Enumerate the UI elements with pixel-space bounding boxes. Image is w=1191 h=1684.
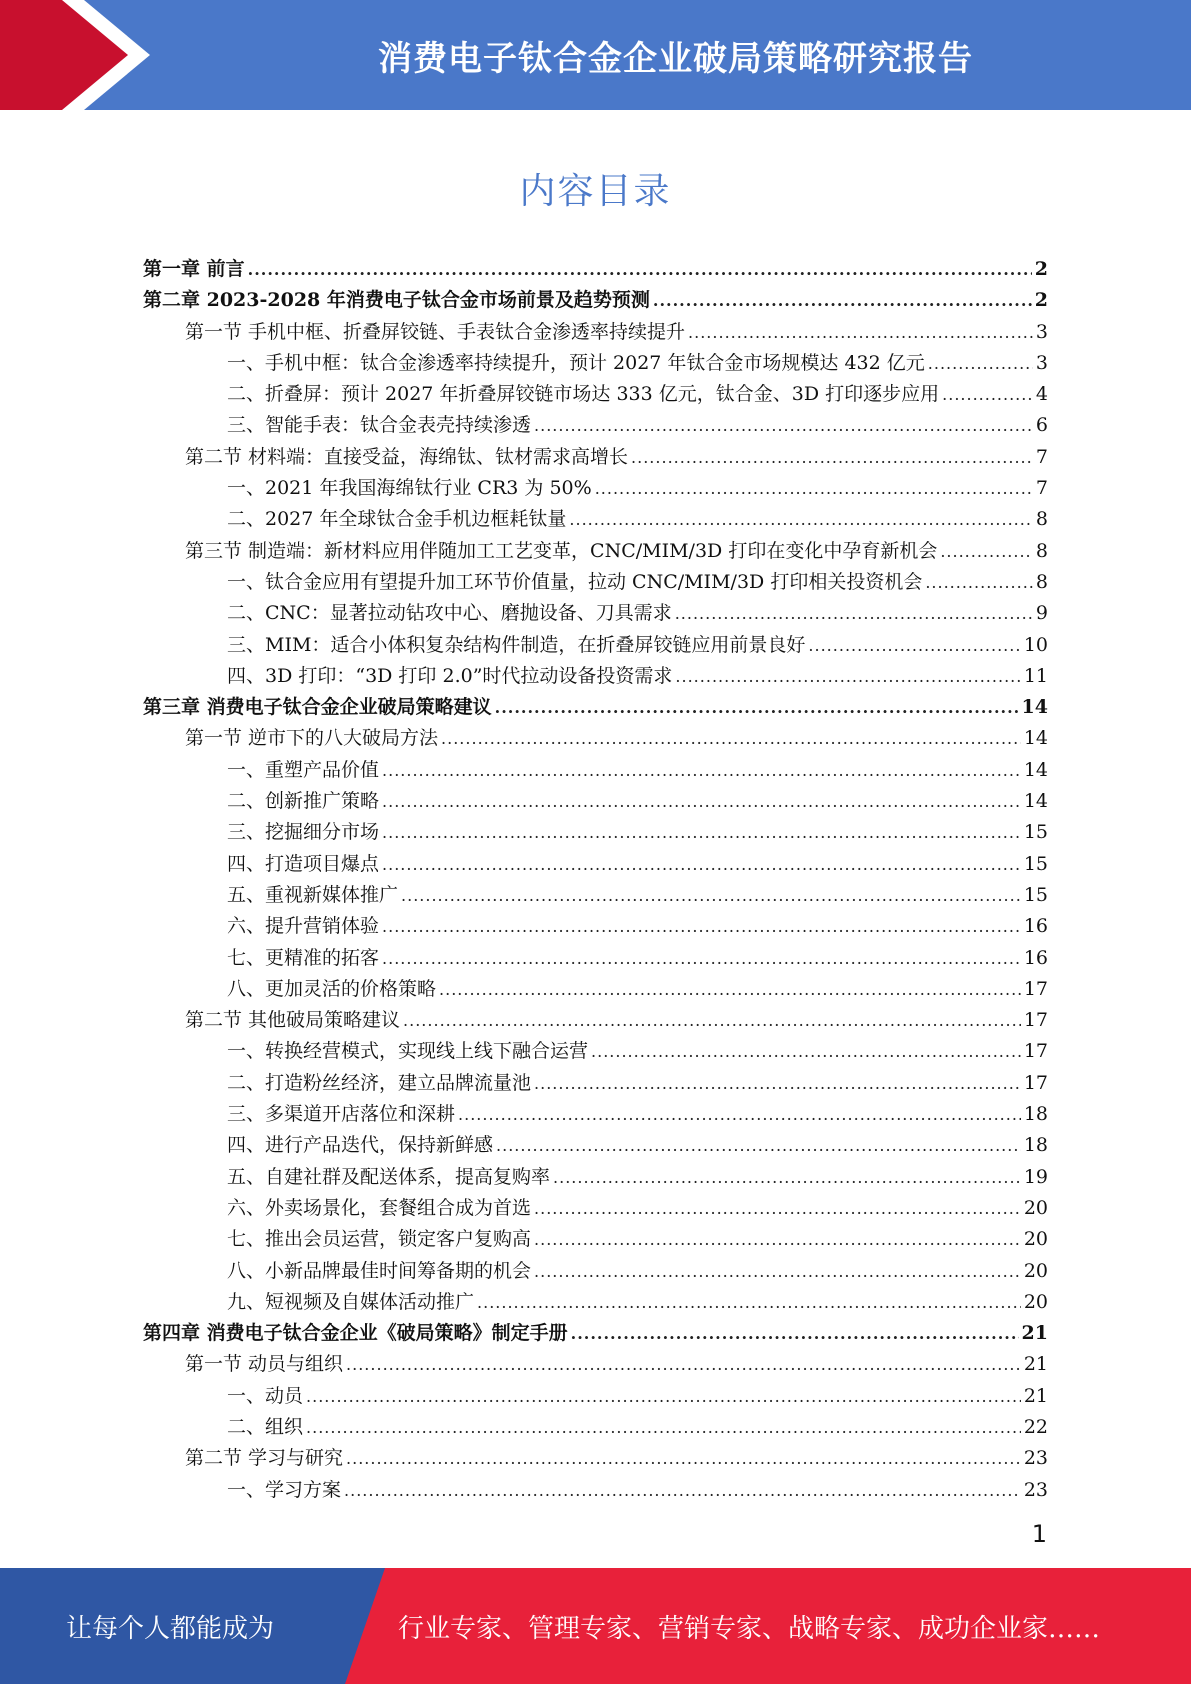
toc-entry-label: 五、自建社群及配送体系，提高复购率: [227, 1165, 551, 1188]
toc-entry-label: 第一节 手机中框、折叠屏铰链、手表钛合金渗透率持续提升: [185, 320, 686, 343]
toc-entry-page: 17: [1023, 1009, 1048, 1032]
table-of-contents: [143, 254, 1048, 1506]
footer-banner: [0, 1568, 1191, 1684]
toc-dot-leader: [382, 911, 1021, 942]
page-number: 1: [1031, 1520, 1047, 1548]
toc-entry-label: 三、MIM：适合小体积复杂结构件制造，在折叠屏铰链应用前景良好: [227, 633, 806, 656]
toc-entry-page: 2: [1034, 289, 1048, 312]
toc-entry-page: 23: [1023, 1478, 1048, 1501]
toc-entry[interactable]: [143, 1005, 1048, 1036]
toc-entry-label: 二、创新推广策略: [227, 790, 380, 813]
toc-entry-page: 17: [1023, 977, 1048, 1000]
toc-entry-page: 17: [1023, 1040, 1048, 1063]
toc-dot-leader: [534, 1193, 1021, 1224]
toc-entry[interactable]: [143, 285, 1048, 316]
toc-entry-label: 三、多渠道开店落位和深耕: [227, 1103, 456, 1126]
toc-title: 内容目录: [519, 171, 672, 212]
toc-entry-page: 3: [1035, 351, 1048, 374]
toc-entry-label: 七、推出会员运营，锁定客户复购高: [227, 1228, 532, 1251]
toc-entry-label: 三、挖掘细分市场: [227, 821, 380, 844]
toc-entry-label: 第四章 消费电子钛合金企业《破局策略》制定手册: [143, 1322, 568, 1345]
toc-entry-label: 一、钛合金应用有望提升加工环节价值量，拉动 CNC/MIM/3D 打印相关投资机会: [227, 570, 923, 593]
toc-entry-page: 3: [1035, 320, 1048, 343]
toc-entry-label: 一、转换经营模式，实现线上线下融合运营: [227, 1040, 589, 1063]
toc-dot-leader: [925, 567, 1033, 598]
toc-dot-leader: [534, 410, 1033, 441]
toc-entry[interactable]: [143, 849, 1048, 880]
toc-dot-leader: [495, 692, 1019, 723]
toc-entry-label: 二、打造粉丝经济，建立品牌流量池: [227, 1071, 532, 1094]
toc-dot-leader: [382, 786, 1021, 817]
toc-dot-leader: [808, 630, 1020, 661]
footer-slogan-left: 让每个人都能成为: [65, 1613, 274, 1644]
toc-entry[interactable]: [143, 1287, 1048, 1318]
toc-entry-label: 七、更精准的拓客: [227, 946, 380, 969]
toc-entry[interactable]: [143, 1224, 1048, 1255]
report-title: 消费电子钛合金企业破局策略研究报告: [378, 38, 973, 79]
toc-entry[interactable]: [143, 598, 1048, 629]
toc-dot-leader: [940, 536, 1033, 567]
toc-entry-page: 16: [1023, 946, 1048, 969]
toc-entry[interactable]: [143, 254, 1048, 285]
toc-entry-page: 4: [1035, 383, 1048, 406]
toc-entry[interactable]: [143, 379, 1048, 410]
toc-entry[interactable]: [143, 442, 1048, 473]
toc-entry[interactable]: [143, 1130, 1048, 1161]
footer-slogan-right: 行业专家、管理专家、营销专家、战略专家、成功企业家……: [398, 1613, 1101, 1644]
toc-entry-page: 15: [1023, 821, 1048, 844]
toc-entry[interactable]: [143, 410, 1048, 441]
toc-entry[interactable]: [143, 692, 1048, 723]
toc-entry[interactable]: [143, 473, 1048, 504]
toc-entry-label: 四、打造项目爆点: [227, 852, 380, 875]
toc-entry-page: 16: [1023, 915, 1048, 938]
toc-entry-page: 20: [1023, 1228, 1048, 1251]
toc-dot-leader: [401, 880, 1021, 911]
toc-dot-leader: [458, 1099, 1021, 1130]
toc-dot-leader: [534, 1256, 1021, 1287]
toc-entry-page: 18: [1023, 1134, 1048, 1157]
toc-entry-page: 15: [1023, 852, 1048, 875]
toc-entry-page: 14: [1023, 790, 1048, 813]
toc-dot-leader: [346, 1443, 1021, 1474]
toc-dot-leader: [306, 1381, 1021, 1412]
toc-entry-label: 第三节 制造端：新材料应用伴随加工工艺变革，CNC/MIM/3D 打印在变化中孕育新机会: [185, 539, 938, 562]
toc-entry[interactable]: [143, 755, 1048, 786]
toc-entry[interactable]: [143, 504, 1048, 535]
toc-dot-leader: [477, 1287, 1021, 1318]
toc-dot-leader: [675, 598, 1033, 629]
toc-entry[interactable]: [143, 1349, 1048, 1380]
toc-dot-leader: [675, 661, 1020, 692]
toc-entry-page: 20: [1023, 1196, 1048, 1219]
toc-dot-leader: [382, 755, 1021, 786]
toc-entry-label: 六、提升营销体验: [227, 915, 380, 938]
toc-dot-leader: [595, 473, 1033, 504]
toc-entry[interactable]: [143, 817, 1048, 848]
toc-entry-label: 第三章 消费电子钛合金企业破局策略建议: [143, 696, 492, 719]
toc-entry[interactable]: [143, 1036, 1048, 1067]
toc-entry[interactable]: [143, 974, 1048, 1005]
toc-entry-page: 21: [1023, 1384, 1048, 1407]
toc-dot-leader: [306, 1412, 1021, 1443]
toc-dot-leader: [571, 1318, 1019, 1349]
toc-entry-label: 一、重塑产品价值: [227, 758, 380, 781]
toc-entry-label: 九、短视频及自媒体活动推广: [227, 1290, 475, 1313]
toc-dot-leader: [496, 1130, 1021, 1161]
toc-entry[interactable]: [143, 630, 1048, 661]
toc-dot-leader: [382, 817, 1021, 848]
toc-entry-label: 第二节 材料端：直接受益，海绵钛、钛材需求高增长: [185, 445, 629, 468]
toc-entry-label: 二、折叠屏：预计 2027 年折叠屏铰链市场达 333 亿元，钛合金、3D 打印逐步应用: [227, 383, 940, 406]
toc-entry-page: 7: [1035, 477, 1048, 500]
toc-entry[interactable]: [143, 1162, 1048, 1193]
toc-entry-label: 二、2027 年全球钛合金手机边框耗钛量: [227, 508, 567, 531]
toc-entry-label: 一、学习方案: [227, 1478, 342, 1501]
toc-entry-label: 四、进行产品迭代，保持新鲜感: [227, 1134, 494, 1157]
toc-entry[interactable]: [143, 567, 1048, 598]
toc-entry[interactable]: [143, 723, 1048, 754]
toc-dot-leader: [441, 723, 1021, 754]
toc-dot-leader: [344, 1475, 1021, 1506]
toc-dot-leader: [653, 285, 1032, 316]
toc-entry-page: 18: [1023, 1103, 1048, 1126]
toc-entry[interactable]: [143, 1381, 1048, 1412]
toc-dot-leader: [534, 1068, 1021, 1099]
toc-entry[interactable]: [143, 317, 1048, 348]
toc-entry-label: 四、3D 打印：“3D 打印 2.0”时代拉动设备投资需求: [227, 664, 673, 687]
toc-entry-label: 八、更加灵活的价格策略: [227, 977, 437, 1000]
toc-dot-leader: [591, 1036, 1021, 1067]
toc-entry-label: 二、CNC：显著拉动钻攻中心、磨抛设备、刀具需求: [227, 602, 672, 625]
toc-entry-page: 23: [1023, 1447, 1048, 1470]
toc-entry[interactable]: [143, 1318, 1048, 1349]
toc-entry-page: 14: [1023, 727, 1048, 750]
toc-entry-page: 9: [1035, 602, 1048, 625]
toc-entry-label: 第二章 2023-2028 年消费电子钛合金市场前景及趋势预测: [143, 289, 650, 312]
toc-entry-label: 第二节 学习与研究: [185, 1447, 344, 1470]
toc-entry-page: 14: [1021, 696, 1048, 719]
toc-entry-page: 2: [1034, 258, 1048, 280]
toc-entry-page: 15: [1023, 883, 1048, 906]
toc-entry-label: 一、动员: [227, 1384, 304, 1407]
toc-entry-label: 一、2021 年我国海绵钛行业 CR3 为 50%: [227, 477, 592, 500]
toc-entry-page: 10: [1023, 633, 1048, 656]
toc-entry-page: 8: [1035, 508, 1048, 531]
toc-entry[interactable]: [143, 1256, 1048, 1287]
toc-entry-page: 8: [1035, 570, 1048, 593]
toc-dot-leader: [688, 317, 1033, 348]
toc-entry-page: 22: [1023, 1415, 1048, 1438]
toc-dot-leader: [403, 1005, 1021, 1036]
toc-dot-leader: [928, 348, 1033, 379]
toc-entry-page: 8: [1035, 539, 1048, 562]
toc-entry-label: 一、手机中框：钛合金渗透率持续提升，预计 2027 年钛合金市场规模达 432 亿元: [227, 351, 925, 374]
toc-dot-leader: [569, 504, 1033, 535]
toc-dot-leader: [631, 442, 1033, 473]
toc-entry[interactable]: [143, 1475, 1048, 1506]
toc-dot-leader: [248, 254, 1032, 285]
toc-entry-page: 20: [1023, 1290, 1048, 1313]
toc-entry-page: 19: [1023, 1165, 1048, 1188]
toc-entry-page: 21: [1021, 1322, 1048, 1345]
toc-entry-page: 7: [1035, 445, 1048, 468]
toc-entry-page: 14: [1023, 758, 1048, 781]
toc-entry[interactable]: [143, 880, 1048, 911]
toc-entry-label: 六、外卖场景化，套餐组合成为首选: [227, 1196, 532, 1219]
toc-entry[interactable]: [143, 786, 1048, 817]
toc-dot-leader: [382, 849, 1021, 880]
toc-dot-leader: [439, 974, 1021, 1005]
toc-entry[interactable]: [143, 943, 1048, 974]
toc-entry-page: 20: [1023, 1259, 1048, 1282]
toc-entry[interactable]: [143, 1193, 1048, 1224]
toc-entry-label: 三、智能手表：钛合金表壳持续渗透: [227, 414, 532, 437]
toc-dot-leader: [942, 379, 1033, 410]
toc-entry-page: 6: [1035, 414, 1048, 437]
toc-entry-page: 17: [1023, 1071, 1048, 1094]
toc-entry[interactable]: [143, 348, 1048, 379]
toc-entry[interactable]: [143, 1068, 1048, 1099]
toc-entry[interactable]: [143, 1443, 1048, 1474]
toc-entry-label: 第二节 其他破局策略建议: [185, 1009, 401, 1032]
toc-dot-leader: [534, 1224, 1021, 1255]
toc-entry-page: 21: [1023, 1353, 1048, 1376]
toc-entry-page: 11: [1023, 664, 1048, 687]
toc-entry[interactable]: [143, 911, 1048, 942]
toc-entry-label: 第一节 动员与组织: [185, 1353, 344, 1376]
toc-entry-label: 八、小新品牌最佳时间筹备期的机会: [227, 1259, 532, 1282]
toc-entry[interactable]: [143, 661, 1048, 692]
toc-dot-leader: [553, 1162, 1021, 1193]
toc-entry[interactable]: [143, 1099, 1048, 1130]
toc-dot-leader: [346, 1349, 1021, 1380]
header-banner: [0, 0, 1191, 110]
toc-entry[interactable]: [143, 536, 1048, 567]
toc-entry-label: 第一章 前言: [143, 258, 245, 280]
toc-dot-leader: [382, 943, 1021, 974]
toc-entry-label: 五、重视新媒体推广: [227, 883, 399, 906]
toc-entry[interactable]: [143, 1412, 1048, 1443]
toc-entry-label: 第一节 逆市下的八大破局方法: [185, 727, 439, 750]
toc-entry-label: 二、组织: [227, 1415, 304, 1438]
